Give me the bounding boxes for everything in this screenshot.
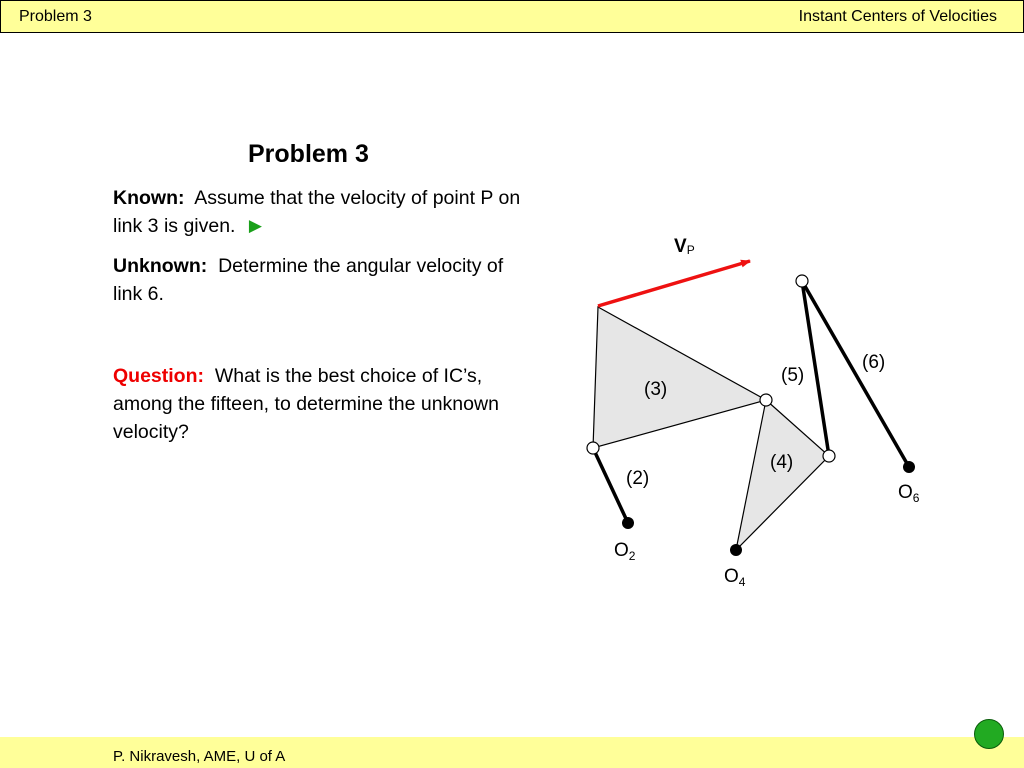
- link-2-bar: [593, 448, 628, 523]
- ground-pivot-o2: [622, 517, 634, 529]
- footer-credit: P. Nikravesh, AME, U of A: [113, 748, 286, 765]
- question-text: What is the best choice of IC’s, among the fifteen, to determine the unknown velocity?: [113, 365, 499, 443]
- question-label: Question:: [113, 365, 204, 387]
- velocity-arrow: [598, 261, 750, 306]
- link-3-body: [593, 307, 766, 448]
- joint-b: [760, 394, 772, 406]
- link-6-label: (6): [862, 352, 886, 373]
- link-4-body: [736, 400, 829, 550]
- header-left-title: Problem 3: [19, 8, 92, 25]
- ground-label-o2: $O_2$: [614, 540, 636, 563]
- unknown-text: Determine the angular velocity of link 6.: [113, 255, 504, 305]
- slide-title: Problem 3: [248, 140, 369, 168]
- ground-pivot-o6: [903, 461, 915, 473]
- joint-c: [823, 450, 835, 462]
- link-3-label: (3): [644, 379, 668, 400]
- velocity-label-sub: P: [686, 243, 695, 257]
- ground-pivot-o4: [730, 544, 742, 556]
- ground-label-o4: $O_4$: [724, 566, 746, 589]
- header-right-title: Instant Centers of Velocities: [798, 8, 997, 25]
- velocity-label: [674, 236, 695, 257]
- unknown-label: Unknown:: [113, 255, 208, 277]
- play-icon[interactable]: ▶: [248, 216, 262, 235]
- known-text: Assume that the velocity of point P on link 3 is given.: [113, 187, 521, 237]
- next-slide-button[interactable]: [974, 719, 1004, 749]
- joint-a: [587, 442, 599, 454]
- joint-d: [796, 275, 808, 287]
- ground-label-o6: $O_6$: [898, 482, 920, 505]
- known-label: Known:: [113, 187, 185, 209]
- slide-footer: [0, 737, 1024, 768]
- link-4-label: (4): [770, 452, 794, 473]
- link-5-label: (5): [781, 365, 805, 386]
- link-2-label: (2): [626, 468, 650, 489]
- velocity-label-main: V: [674, 236, 687, 257]
